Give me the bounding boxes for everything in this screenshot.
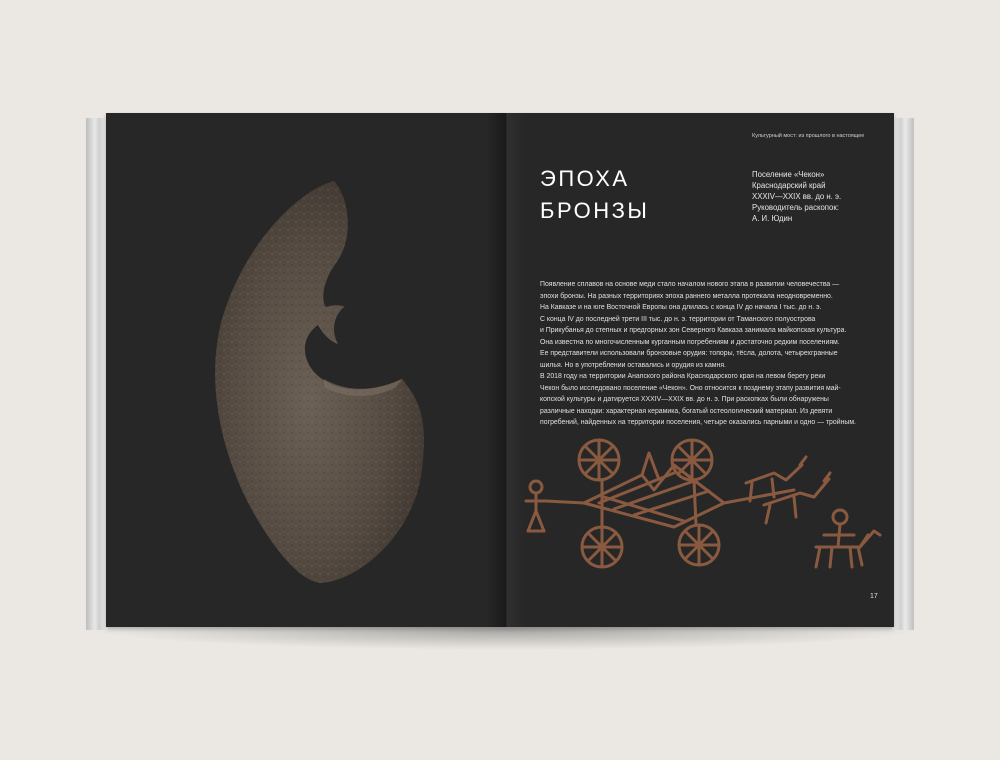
- wheel-lower-right: [679, 525, 719, 565]
- body-line: эпохи бронзы. На разных территориях эпоха раннего металла протекала неодновременно.: [540, 292, 833, 300]
- chapter-title: [540, 163, 649, 227]
- chapter-title-line-2: БРОНЗЫ: [540, 198, 650, 223]
- body-text: [540, 279, 880, 429]
- chapter-title-line-1: ЭПОХА: [540, 166, 630, 191]
- body-line: Она известна по многочисленным курганным погребениям и достаточно редким поселениям.: [540, 338, 840, 346]
- page-edges-left: [86, 118, 108, 630]
- body-line: шилья. Но в употреблении оставались и орудия из камня.: [540, 361, 726, 369]
- body-line: Появление сплавов на основе меди стало началом нового этапа в развитии человечества —: [540, 281, 840, 288]
- wheel-upper-left: [579, 440, 619, 480]
- stone-axe-image: [206, 179, 436, 589]
- petroglyph-drawing: [524, 435, 884, 587]
- site-info-line: А. И. Юдин: [752, 214, 793, 223]
- site-info-line: Руководитель раскопок:: [752, 203, 839, 212]
- draft-animals: [724, 457, 830, 523]
- human-figure-left: [526, 481, 584, 531]
- site-info-line: XXXIV—XXIX вв. до н. э.: [752, 192, 842, 201]
- page-edges-right: [892, 118, 914, 630]
- site-info-line: Краснодарский край: [752, 181, 826, 190]
- body-line: С конца IV до последней трети III тыс. до н. э. территории от Таманского полуострова: [540, 315, 816, 323]
- page-number: 17: [870, 593, 878, 600]
- body-line: копской культуры и датируется XXXIV—XXIX вв. до н. э. При раскопках были обнаружены: [540, 396, 829, 403]
- body-line: Чекон было исследовано поселение «Чекон». Оно относится к позднему этапу развития май-: [540, 384, 841, 392]
- axe-shaft-hole: [334, 303, 378, 355]
- body-line: На Кавказе и на юге Восточной Европы она длилась с конца IV до начала I тыс. до н. э.: [540, 304, 822, 311]
- wheel-upper-right: [672, 440, 712, 480]
- site-info-line: Поселение «Чекон»: [752, 170, 825, 179]
- body-line: Ее представители использовали бронзовые орудия: топоры, тёсла, долота, четырехгранные: [540, 350, 838, 357]
- body-line: В 2018 году на территории Анапского района Краснодарского края на левом берегу реки: [540, 373, 826, 380]
- running-head: Культурный мост: из прошлого в настоящее: [752, 133, 865, 139]
- wheel-lower-left: [582, 527, 622, 567]
- site-info: [752, 169, 841, 224]
- body-line: погребений, найденных на территории поселения, четыре оказались парными и одно — тройным.: [540, 419, 856, 426]
- book-gutter: [486, 113, 526, 627]
- axe-texture: [215, 181, 424, 583]
- body-line: и Прикубанья до степных и предгорных зон Северного Кавказа занимала майкопская культура.: [540, 327, 847, 334]
- body-line: различные находки: характерная керамика, богатый остеологический материал. Из девяти: [540, 407, 833, 415]
- rider-figure-right: [816, 510, 880, 567]
- book-spread: [106, 113, 894, 627]
